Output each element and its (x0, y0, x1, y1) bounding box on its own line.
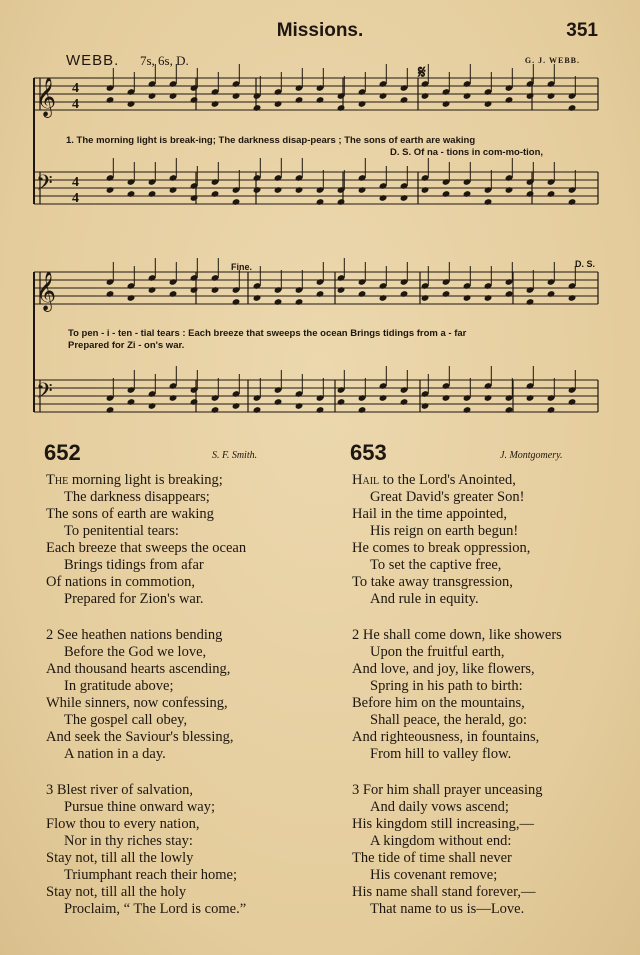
note-head (148, 190, 157, 198)
note-head (568, 198, 577, 206)
bass-clef-icon: 𝄢 (36, 379, 53, 409)
note-head (379, 294, 388, 302)
note-head (232, 402, 241, 410)
note-head (211, 286, 220, 294)
note-head (442, 290, 451, 298)
note-head (232, 92, 241, 100)
verse-line: Flow thou to every nation, (46, 816, 200, 832)
note-head (526, 92, 535, 100)
verse-line: The morning light is breaking; (46, 472, 223, 488)
note-head (421, 186, 430, 194)
note-head (169, 186, 178, 194)
note-head (505, 96, 514, 104)
verse-line: That name to us is—Love. (370, 901, 525, 917)
note-head (190, 398, 199, 406)
note-head (190, 194, 199, 202)
stanza (352, 782, 542, 918)
lyric-line-1: 1. The morning light is break-ing; The darkness disap-pears ; The sons of earth are waking (66, 135, 476, 146)
note-head (106, 406, 115, 414)
note-head (484, 394, 493, 402)
verse-line: 3 Blest river of salvation, (46, 782, 193, 798)
note-head (463, 294, 472, 302)
note-head (337, 286, 346, 294)
note-head (211, 190, 220, 198)
note-head (211, 406, 220, 414)
segno-sign: 𝄋 (418, 62, 426, 82)
note-head (106, 186, 115, 194)
note-head (106, 290, 115, 298)
stanza (46, 627, 233, 763)
note-head (547, 92, 556, 100)
stanza (46, 472, 246, 608)
note-head (421, 92, 430, 100)
hymn-author: J. Montgomery. (500, 450, 563, 461)
note-head (358, 100, 367, 108)
note-head (442, 394, 451, 402)
time-signature-top: 4 (72, 175, 79, 190)
ds-marker: D. S. (575, 259, 596, 269)
note-head (379, 194, 388, 202)
note-head (400, 290, 409, 298)
verse-line: Triumphant reach their home; (64, 867, 238, 883)
bass-clef-icon: 𝄢 (36, 171, 53, 201)
verse-line: And thousand hearts ascending, (46, 661, 231, 677)
verse-line: His reign on earth begun! (370, 523, 519, 539)
note-head (400, 398, 409, 406)
verse-line: The gospel call obey, (64, 712, 188, 728)
note-head (337, 104, 346, 112)
note-head (337, 198, 346, 206)
tune-meter: 7s, 6s, D. (140, 53, 189, 68)
note-head (337, 398, 346, 406)
verse-line: Hail in the time appointed, (352, 506, 508, 522)
verse-line: And righteousness, in fountains, (352, 729, 540, 745)
verse-line: Each breeze that sweeps the ocean (46, 540, 247, 556)
note-head (274, 186, 283, 194)
hymn-author: S. F. Smith. (212, 450, 258, 461)
verse-line: And love, and joy, like flowers, (352, 661, 535, 677)
stanza (352, 472, 530, 608)
note-head (526, 298, 535, 306)
verse-line: And seek the Saviour's blessing, (46, 729, 234, 745)
note-head (295, 186, 304, 194)
note-head (127, 398, 136, 406)
verse-line: 2 See heathen nations bending (46, 627, 223, 643)
verse-line: Of nations in commotion, (46, 574, 196, 590)
note-head (442, 100, 451, 108)
note-head (106, 96, 115, 104)
verse-line: From hill to valley flow. (370, 746, 512, 762)
stanza (46, 782, 246, 918)
verse-line: Spring in his path to birth: (370, 678, 523, 694)
page-number: 351 (566, 20, 598, 41)
note-head (232, 198, 241, 206)
note-head (148, 92, 157, 100)
treble-clef-icon: 𝄞 (36, 77, 57, 117)
note-head (484, 294, 493, 302)
verse-line: His name shall stand forever,— (352, 884, 536, 900)
note-head (148, 286, 157, 294)
verse-line: A nation in a day. (64, 746, 166, 762)
note-head (169, 290, 178, 298)
verse-line: Brings tidings from afar (64, 557, 204, 573)
note-head (547, 190, 556, 198)
note-head (316, 198, 325, 206)
verse-line: Pursue thine onward way; (64, 799, 216, 815)
verse-line: 3 For him shall prayer unceasing (352, 782, 543, 798)
note-head (127, 100, 136, 108)
note-head (400, 96, 409, 104)
note-head (379, 92, 388, 100)
verse-line: Nor in thy riches stay: (64, 833, 193, 849)
verse-line: Upon the fruitful earth, (370, 644, 505, 660)
note-head (526, 190, 535, 198)
note-head (505, 406, 514, 414)
note-head (295, 402, 304, 410)
note-head (316, 290, 325, 298)
lyric-line-4: Prepared for Zi - on's war. (68, 340, 185, 351)
verse-line: Hail to the Lord's Anointed, (352, 472, 516, 488)
note-head (169, 394, 178, 402)
verse-line: And rule in equity. (370, 591, 479, 607)
note-head (253, 186, 262, 194)
verse-line: Stay not, till all the holy (46, 884, 187, 900)
verse-line: The sons of earth are waking (46, 506, 214, 522)
note-head (127, 294, 136, 302)
note-head (232, 298, 241, 306)
note-head (568, 398, 577, 406)
treble-clef-icon: 𝄞 (36, 271, 57, 311)
verse-line: The darkness disappears; (64, 489, 210, 505)
verse-line: 2 He shall come down, like showers (352, 627, 562, 643)
verse-line: Stay not, till all the lowly (46, 850, 194, 866)
note-head (148, 402, 157, 410)
note-head (295, 96, 304, 104)
note-head (568, 104, 577, 112)
note-head (190, 286, 199, 294)
verse-line: In gratitude above; (64, 678, 174, 694)
time-signature-top: 4 (72, 81, 79, 96)
note-head (442, 190, 451, 198)
verse-line: He comes to break oppression, (352, 540, 531, 556)
note-head (547, 290, 556, 298)
verse-line: Prepared for Zion's war. (64, 591, 204, 607)
note-head (316, 96, 325, 104)
lyric-line-3: To pen - i - ten - tial tears : Each breeze that sweeps the ocean Brings tidings from a - far (68, 328, 467, 339)
note-head (547, 406, 556, 414)
note-head (526, 394, 535, 402)
note-head (211, 100, 220, 108)
note-head (358, 290, 367, 298)
verse-line: His kingdom still increasing,— (352, 816, 535, 832)
verse-line: Great David's greater Son! (370, 489, 525, 505)
time-signature-bottom: 4 (72, 191, 79, 206)
note-head (421, 402, 430, 410)
note-head (484, 198, 493, 206)
note-head (505, 290, 514, 298)
note-head (358, 186, 367, 194)
verse-line: To take away transgression, (352, 574, 513, 590)
music-score (0, 0, 640, 420)
verse-line: A kingdom without end: (370, 833, 512, 849)
stanza (352, 627, 562, 763)
note-head (274, 298, 283, 306)
verse-line: Before him on the mountains, (352, 695, 525, 711)
note-head (463, 190, 472, 198)
fine-marker: Fine. (231, 262, 253, 272)
note-head (253, 406, 262, 414)
note-head (190, 96, 199, 104)
note-head (463, 406, 472, 414)
note-head (253, 294, 262, 302)
tune-composer: G. J. WEBB. (524, 56, 580, 65)
verse-line: To set the captive free, (370, 557, 502, 573)
tune-name: WEBB. (66, 52, 120, 69)
note-head (295, 298, 304, 306)
note-head (505, 186, 514, 194)
note-head (274, 100, 283, 108)
note-head (379, 394, 388, 402)
note-head (127, 190, 136, 198)
time-signature-bottom: 4 (72, 97, 79, 112)
hymn-number: 652 (44, 440, 81, 465)
verse-line: Before the God we love, (64, 644, 207, 660)
verse-line: And daily vows ascend; (370, 799, 509, 815)
verse-line: The tide of time shall never (352, 850, 512, 866)
note-head (358, 406, 367, 414)
note-head (421, 294, 430, 302)
verse-line: His covenant remove; (370, 867, 498, 883)
verse-line: To penitential tears: (64, 523, 179, 539)
note-head (316, 406, 325, 414)
verse-line: While sinners, now confessing, (46, 695, 228, 711)
verse-line: Proclaim, “ The Lord is come.” (64, 901, 247, 917)
note-head (253, 104, 262, 112)
page-title: Missions. (276, 20, 364, 41)
verse-line: Shall peace, the herald, go: (370, 712, 528, 728)
note-head (568, 294, 577, 302)
note-head (463, 92, 472, 100)
note-head (274, 398, 283, 406)
note-head (484, 100, 493, 108)
lyric-line-2: D. S. Of na - tions in com-mo-tion, (390, 147, 544, 158)
note-head (169, 92, 178, 100)
hymn-number: 653 (350, 440, 387, 465)
note-head (400, 194, 409, 202)
